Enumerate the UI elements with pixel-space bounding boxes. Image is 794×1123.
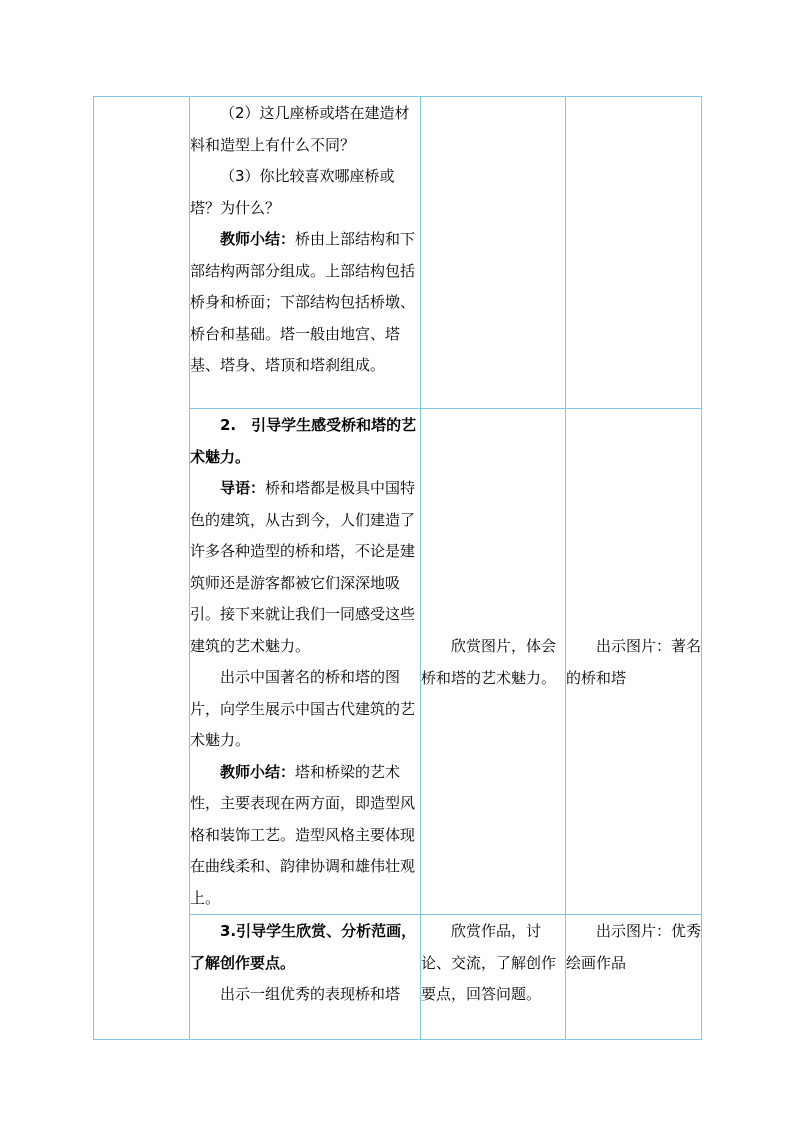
- teacher-summary-text: 桥由上部结构和下部结构两部分组成。上部结构包括桥身和桥面；下部结构包括桥墩、桥台和基础。塔一般由地宫、塔基、塔身、塔顶和塔刹组成。: [190, 230, 416, 374]
- table-row: [94, 97, 702, 409]
- teacher-summary-label: 教师小结：: [220, 762, 296, 781]
- show-pictures-paragraph: 出示中国著名的桥和塔的图片，向学生展示中国古代建筑的艺术魅力。: [190, 668, 416, 749]
- student-activity-text: 欣赏图片，体会桥和塔的艺术魅力。: [421, 637, 557, 687]
- media-text: 出示图片：优秀绘画作品: [566, 922, 702, 972]
- section-heading-3: 3.引导学生欣赏、分析范画，了解创作要点。: [190, 922, 417, 972]
- guide-text: 桥和塔都是极具中国特色的建筑，从古到今，人们建造了许多各种造型的桥和塔，不论是建筑师还是游客都被它们深深地吸引。接下来就让我们一同感受这些建筑的艺术魅力。: [190, 479, 416, 655]
- teacher-activity-cell: [190, 915, 421, 1040]
- section-heading-2: 2. 引导学生感受桥和塔的艺术魅力。: [190, 416, 417, 466]
- student-activity-cell: [421, 409, 566, 915]
- guide-paragraph: [190, 473, 420, 662]
- student-activity-cell: [421, 915, 566, 1040]
- media-cell: [566, 409, 702, 915]
- guide-label: 导语：: [220, 479, 266, 497]
- student-activity-cell: [421, 97, 566, 409]
- teacher-summary-1: [190, 224, 420, 382]
- stage-cell: [94, 97, 190, 1040]
- question-2: （2）这几座桥或塔在建造材料和造型上有什么不同？: [190, 104, 410, 154]
- teacher-summary-label: 教师小结：: [220, 230, 296, 248]
- teacher-activity-cell: [190, 409, 421, 915]
- teacher-summary-2: [190, 757, 420, 915]
- media-text: 出示图片：著名的桥和塔: [566, 637, 702, 687]
- media-cell: [566, 97, 702, 409]
- question-3: （3）你比较喜欢哪座桥或塔？为什么？: [190, 167, 395, 217]
- teacher-activity-cell: [190, 97, 421, 409]
- teacher-summary-text: 塔和桥梁的艺术性，主要表现在两方面，即造型风格和装饰工艺。造型风格主要体现在曲线柔和、韵律协调和雄伟壮观上。: [190, 762, 416, 907]
- media-cell: [566, 915, 702, 1040]
- lesson-plan-table: [93, 96, 702, 1040]
- student-activity-text: 欣赏作品，讨论、交流，了解创作要点，回答问题。: [421, 922, 557, 1003]
- show-works-paragraph: 出示一组优秀的表现桥和塔: [220, 985, 401, 1003]
